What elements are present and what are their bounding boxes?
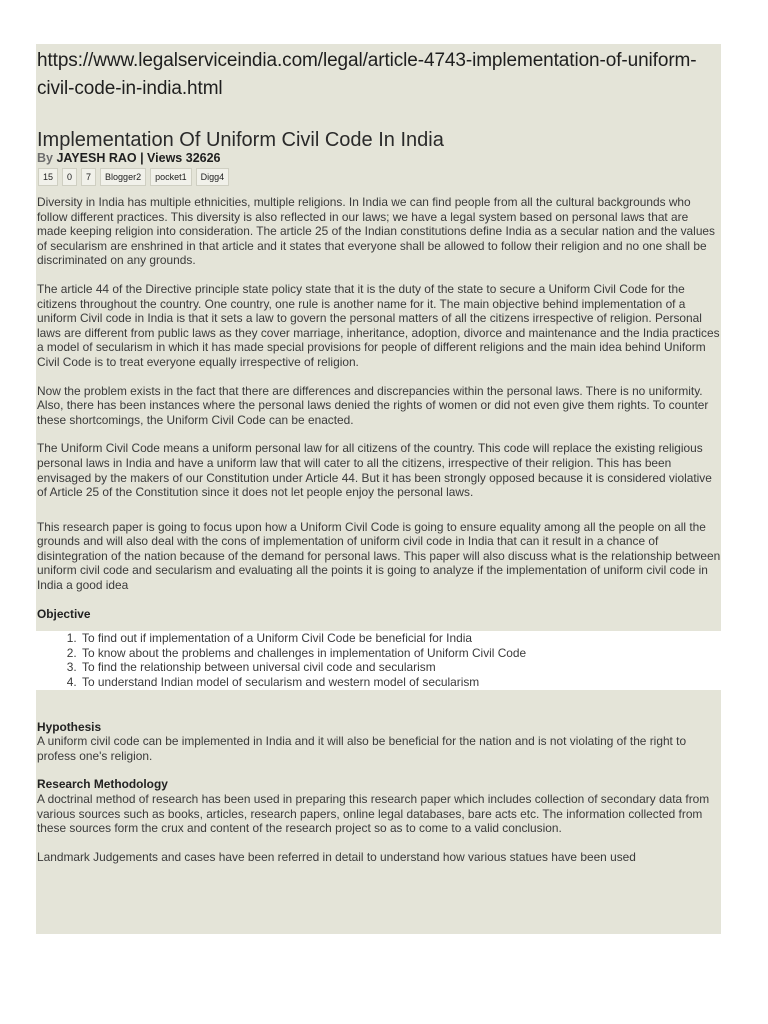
article-title: Implementation Of Uniform Civil Code In India (37, 129, 444, 151)
hypothesis-heading: Hypothesis (37, 719, 102, 734)
list-item: 4. To understand Indian model of secularism and western model of secularism (80, 675, 721, 690)
paragraph: The article 44 of the Directive principle state policy state that it is the duty of the state to secure a Uniform Civil Code for the citizens throughout the country. One country, one rule is another name for it. The main objective behind implementation of a uniform Civil code in India is that it sets a law to govern the personal matters of all the citizens irrespective of religion. Personal laws are different from public laws as they cover marriage, inheritance, adoption, divorce and maintenance and the India practices a model of secularism in which it has made special provisions for people of different religions and the main idea behind Uniform Civil Code is to treat everyone equally irrespective of religion. (37, 281, 720, 369)
share-count-badge[interactable]: 0 (62, 168, 77, 186)
views-count: 32626 (185, 151, 221, 165)
closing-paragraph: Landmark Judgements and cases have been referred in detail to understand how various statues have been used (37, 849, 636, 864)
methodology-heading: Research Methodology (37, 777, 168, 792)
views-label: Views (147, 151, 183, 165)
paragraph: Diversity in India has multiple ethnicities, multiple religions. In India we can find people from all the cultural backgrounds who follow different practices. This diversity is also reflected in our laws; we have a legal system based on personal laws that are made keeping religion into consideration. The article 25 of the Indian constitutions define India as a secular nation and the values of secularism are enshrined in that article and it states that everyone shall be allowed to follow their religion and no one shall be discriminated on any grounds. (37, 195, 715, 268)
share-count-badge[interactable]: 7 (81, 168, 96, 186)
hypothesis-text: A uniform civil code can be implemented in India and it will also be beneficial for the nation and is not violating of the right to profess one's religion. (37, 734, 687, 763)
byline (37, 151, 221, 165)
author-name[interactable]: JAYESH RAO (56, 151, 137, 165)
list-item: 3. To find the relationship between universal civil code and secularism (80, 660, 721, 675)
objective-heading: Objective (37, 606, 91, 621)
byline-separator: | (136, 151, 148, 165)
list-item: 2. To know about the problems and challenges in implementation of Uniform Civil Code (80, 646, 721, 661)
methodology-text: A doctrinal method of research has been used in preparing this research paper which includes collection of secondary data from various sources such as books, articles, research papers, online legal databases, bare acts etc. The information collected from these sources form the crux and content of the research project so as to come to a valid conclusion. (37, 792, 710, 836)
article-url[interactable]: https://www.legalserviceindia.com/legal/article-4743-implementation-of-uniform-civil-code-in-india.html (37, 50, 697, 99)
byline-by: By (37, 151, 53, 165)
share-count-badge[interactable]: 15 (38, 168, 58, 186)
objective-list (36, 631, 721, 689)
blogger-share-badge[interactable]: Blogger2 (100, 168, 146, 186)
article-body (37, 195, 721, 878)
pocket-share-badge[interactable]: pocket1 (150, 168, 192, 186)
paragraph: Now the problem exists in the fact that there are differences and discrepancies within the personal laws. There is no uniformity. Also, there has been instances where the personal laws denied the rights of women or did not even give them rights. To counter these shortcomings, the Uniform Civil Code can be enacted. (37, 383, 709, 427)
paragraph: The Uniform Civil Code means a uniform personal law for all citizens of the country. This code will replace the existing religious personal laws in India and have a uniform law that will cater to all the citizens, irrespective of their religion. This has been envisaged by the makers of our Constitution under Article 44. But it has been strongly opposed because it is considered violative of Article 25 of the Constitution since it does not let people enjoy the personal laws. (37, 441, 712, 500)
digg-share-badge[interactable]: Digg4 (196, 168, 230, 186)
share-badges (38, 168, 229, 186)
paragraph: This research paper is going to focus upon how a Uniform Civil Code is going to ensure equality among all the people on all the grounds and will also deal with the cons of implementation of uniform civil code in India that can it result in a chance of disintegration of the nation because of the demand for personal laws. This paper will also discuss what is the relationship between uniform civil code and secularism and evaluating all the points it is going to analyze if the implementation of uniform civil code in India a good idea (37, 519, 721, 593)
list-item: 1. To find out if implementation of a Uniform Civil Code be beneficial for India (80, 631, 721, 646)
document-page (36, 44, 721, 934)
